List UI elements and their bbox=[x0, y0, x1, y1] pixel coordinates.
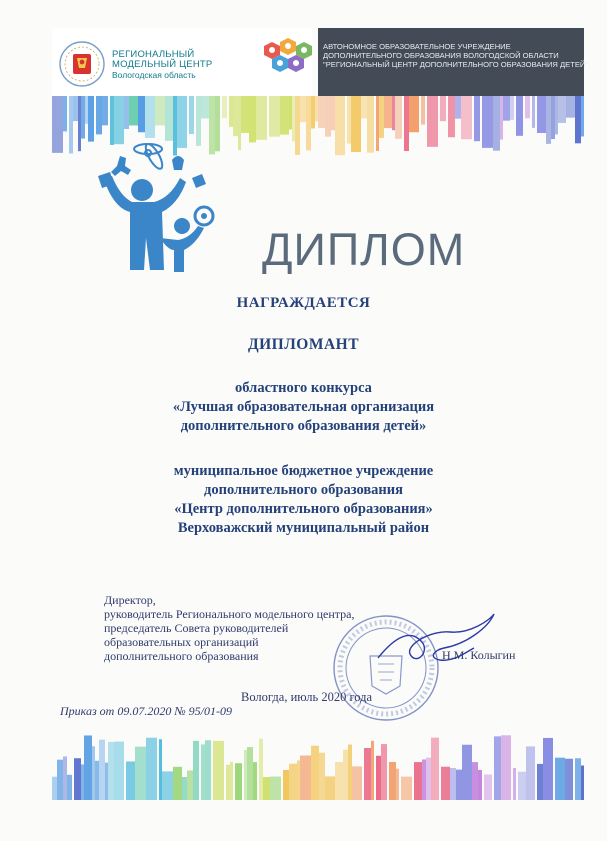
decorative-stripe bbox=[85, 96, 88, 124]
decorative-stripe bbox=[306, 96, 311, 150]
signatory-name: Н.М. Колыгин bbox=[442, 648, 516, 662]
institution-name bbox=[0, 462, 607, 538]
decorative-stripe bbox=[440, 96, 446, 121]
decorative-stripe bbox=[63, 756, 67, 800]
decorative-stripe bbox=[230, 762, 233, 800]
decorative-stripe bbox=[95, 761, 99, 800]
decorative-stripe bbox=[259, 739, 263, 800]
position-line: председатель Совета руководителей bbox=[104, 621, 289, 635]
children-education-logo-icon bbox=[84, 142, 224, 282]
decorative-stripe bbox=[78, 96, 81, 151]
decorative-stripe bbox=[146, 738, 157, 800]
decorative-stripe bbox=[371, 741, 374, 800]
decorative-stripe bbox=[81, 96, 85, 139]
decorative-stripe bbox=[546, 96, 551, 144]
decorative-stripe bbox=[129, 96, 138, 125]
decorative-stripe bbox=[395, 96, 402, 139]
decorative-stripe bbox=[173, 767, 182, 800]
regional-center-emblem-icon bbox=[58, 40, 106, 88]
decorative-stripe bbox=[110, 96, 114, 145]
decorative-stripe bbox=[364, 748, 371, 800]
institution-line: Верховажский муниципальный район bbox=[177, 520, 430, 536]
decorative-stripe bbox=[52, 96, 63, 153]
decorative-stripe bbox=[233, 96, 238, 136]
decorative-stripe bbox=[244, 750, 247, 800]
decorative-stripe bbox=[201, 96, 209, 118]
decorative-stripe bbox=[422, 759, 426, 800]
decorative-stripe bbox=[205, 740, 211, 800]
organization-line3: "РЕГИОНАЛЬНЫЙ ЦЕНТР ДОПОЛНИТЕЛЬНОГО ОБРАЗОВАНИЯ ДЕТЕЙ" bbox=[323, 60, 589, 69]
decorative-stripe bbox=[145, 96, 155, 138]
decorative-stripe bbox=[297, 760, 300, 800]
decorative-stripe bbox=[493, 96, 500, 151]
recipient-type: ДИПЛОМАНТ bbox=[247, 336, 360, 353]
regional-center-line1: РЕГИОНАЛЬНЫЙ bbox=[112, 49, 195, 60]
awarded-label: НАГРАЖДАЕТСЯ bbox=[236, 295, 371, 311]
decorative-stripe bbox=[315, 96, 318, 121]
institution-line: дополнительного образования bbox=[204, 482, 403, 498]
decorative-stripe bbox=[159, 739, 162, 800]
decorative-stripe bbox=[401, 777, 412, 800]
contest-name bbox=[0, 379, 607, 436]
decorative-stripe bbox=[241, 96, 249, 133]
decorative-stripe bbox=[283, 770, 289, 800]
decorative-stripe bbox=[182, 777, 187, 800]
contest-line: «Лучшая образовательная организация bbox=[172, 399, 435, 415]
decorative-stripe bbox=[351, 96, 361, 152]
decorative-stripe bbox=[348, 744, 352, 800]
institution-line: муниципальное бюджетное учреждение bbox=[173, 463, 434, 479]
decorative-stripe bbox=[63, 96, 67, 131]
decorative-stripe bbox=[52, 777, 57, 800]
decorative-stripe bbox=[99, 740, 105, 800]
decorative-stripe bbox=[177, 96, 187, 148]
decorative-stripe bbox=[537, 96, 546, 133]
decorative-stripe bbox=[343, 750, 348, 800]
decorative-stripe bbox=[311, 746, 319, 800]
decorative-stripes-bottom bbox=[52, 735, 584, 800]
decorative-stripe bbox=[325, 776, 335, 800]
decorative-stripe bbox=[96, 96, 102, 134]
decorative-stripe bbox=[448, 96, 455, 137]
decorative-stripe bbox=[376, 96, 379, 151]
decorative-stripe bbox=[92, 746, 95, 800]
decorative-stripe bbox=[581, 765, 584, 800]
decorative-stripe bbox=[566, 96, 575, 118]
decorative-stripe bbox=[389, 762, 396, 800]
decorative-stripe bbox=[551, 96, 555, 139]
decorative-stripe bbox=[575, 96, 581, 143]
decorative-stripe bbox=[409, 96, 419, 132]
decorative-stripe bbox=[74, 758, 81, 800]
decorative-stripe bbox=[462, 745, 472, 800]
decorative-stripe bbox=[193, 741, 199, 800]
education-icons-cluster-icon bbox=[260, 36, 318, 76]
order-reference: Приказ от 09.07.2020 № 95/01-09 bbox=[60, 704, 232, 718]
decorative-stripe bbox=[526, 746, 535, 800]
decorative-stripe bbox=[525, 96, 530, 118]
position-line: образовательных организаций bbox=[104, 635, 259, 649]
decorative-stripe bbox=[280, 96, 289, 135]
header bbox=[52, 28, 589, 96]
decorative-stripe bbox=[376, 756, 381, 800]
decorative-stripe bbox=[431, 738, 439, 800]
contest-line: дополнительного образования детей» bbox=[180, 418, 427, 434]
decorative-stripe bbox=[518, 772, 526, 800]
decorative-stripe bbox=[441, 767, 450, 800]
decorative-stripe bbox=[558, 96, 566, 123]
handwritten-signature bbox=[370, 608, 500, 678]
position-line: дополнительного образования bbox=[104, 649, 259, 663]
decorative-stripe bbox=[226, 765, 230, 800]
decorative-stripe bbox=[88, 96, 94, 142]
decorative-stripe bbox=[325, 96, 331, 137]
decorative-stripe bbox=[367, 96, 374, 153]
decorative-stripe bbox=[238, 96, 241, 150]
decorative-stripe bbox=[575, 758, 581, 800]
diploma-title: ДИПЛОМ bbox=[262, 224, 466, 275]
decorative-stripe bbox=[461, 96, 472, 139]
regional-center-line3: Вологодская область bbox=[112, 70, 196, 80]
decorative-stripe bbox=[295, 96, 300, 155]
decorative-stripe bbox=[249, 96, 256, 142]
decorative-stripe bbox=[187, 770, 193, 800]
institution-line: «Центр дополнительного образования» bbox=[174, 501, 433, 517]
decorative-stripe bbox=[335, 762, 343, 800]
decorative-stripe bbox=[537, 764, 543, 800]
decorative-stripe bbox=[124, 96, 129, 129]
decorative-stripe bbox=[102, 96, 108, 125]
decorative-stripe bbox=[555, 96, 558, 134]
decorative-stripe bbox=[196, 96, 201, 146]
decorative-stripe bbox=[256, 96, 267, 140]
decorative-stripe bbox=[532, 96, 535, 128]
decorative-stripe bbox=[247, 747, 253, 800]
decorative-stripe bbox=[516, 96, 523, 136]
decorative-stripe bbox=[555, 758, 565, 800]
decorative-stripe bbox=[319, 753, 325, 800]
decorative-stripe bbox=[450, 768, 456, 800]
decorative-stripe bbox=[474, 96, 480, 141]
decorative-stripe bbox=[105, 763, 108, 800]
decorative-stripe bbox=[513, 768, 516, 800]
organization-line2: ДОПОЛНИТЕЛЬНОГО ОБРАЗОВАНИЯ ВОЛОГОДСКОЙ ОБЛАСТИ bbox=[323, 51, 559, 60]
decorative-stripe bbox=[414, 762, 422, 800]
decorative-stripe bbox=[482, 96, 493, 148]
decorative-stripe bbox=[229, 96, 233, 127]
decorative-stripe bbox=[472, 762, 478, 800]
decorative-stripe bbox=[379, 96, 384, 138]
decorative-stripe bbox=[456, 770, 462, 800]
decorative-stripe bbox=[165, 96, 173, 141]
decorative-stripe bbox=[114, 742, 124, 800]
decorative-stripe bbox=[581, 96, 584, 136]
decorative-stripe bbox=[318, 96, 325, 128]
decorative-stripe bbox=[503, 96, 510, 121]
regional-center-text bbox=[112, 50, 262, 81]
decorative-stripe bbox=[311, 96, 315, 128]
decorative-stripe bbox=[222, 96, 227, 118]
decorative-stripe bbox=[331, 96, 335, 130]
decorative-stripe bbox=[478, 770, 482, 800]
decorative-stripe bbox=[300, 96, 306, 122]
decorative-stripe bbox=[396, 769, 399, 800]
decorative-stripe bbox=[300, 756, 311, 800]
decorative-stripe bbox=[189, 96, 194, 134]
decorative-stripe bbox=[494, 736, 501, 800]
decorative-stripe bbox=[126, 761, 135, 800]
decorative-stripe bbox=[213, 741, 224, 800]
decorative-stripe bbox=[67, 775, 72, 800]
position-line: руководитель Регионального модельного центра, bbox=[104, 607, 355, 621]
place-and-date: Вологда, июль 2020 года bbox=[241, 690, 373, 704]
decorative-stripe bbox=[235, 763, 242, 800]
regional-center-line2: МОДЕЛЬНЫЙ ЦЕНТР bbox=[112, 59, 213, 70]
organization-line1: АВТОНОМНОЕ ОБРАЗОВАТЕЛЬНОЕ УЧРЕЖДЕНИЕ bbox=[323, 42, 511, 51]
decorative-stripe bbox=[69, 96, 73, 153]
decorative-stripe bbox=[81, 764, 84, 800]
decorative-stripe bbox=[162, 771, 173, 800]
contest-line: областного конкурса bbox=[235, 380, 372, 396]
decorative-stripe bbox=[352, 766, 362, 800]
decorative-stripe bbox=[427, 96, 438, 147]
decorative-stripe bbox=[335, 96, 345, 155]
decorative-stripe bbox=[361, 96, 367, 118]
decorative-stripe bbox=[108, 742, 114, 800]
decorative-stripe bbox=[501, 735, 511, 800]
decorative-stripe bbox=[269, 96, 280, 137]
decorative-stripe bbox=[510, 96, 514, 120]
position-line: Директор, bbox=[104, 593, 156, 607]
decorative-stripe bbox=[135, 747, 146, 800]
decorative-stripe bbox=[381, 744, 387, 800]
decorative-stripe bbox=[114, 96, 124, 144]
organization-banner bbox=[318, 28, 589, 96]
decorative-stripe bbox=[421, 96, 425, 125]
decorative-stripe bbox=[292, 96, 295, 141]
decorative-stripe bbox=[455, 96, 461, 119]
decorative-stripe bbox=[347, 96, 351, 144]
decorative-stripe bbox=[84, 735, 92, 800]
decorative-stripe bbox=[289, 764, 297, 800]
decorative-stripe bbox=[270, 777, 281, 800]
decorative-stripe bbox=[392, 96, 395, 130]
decorative-stripe bbox=[565, 759, 573, 800]
decorative-stripe bbox=[404, 96, 409, 151]
decorative-stripe bbox=[73, 96, 78, 121]
decorative-stripe bbox=[384, 96, 392, 128]
decorative-stripe bbox=[155, 96, 165, 125]
decorative-stripe bbox=[426, 758, 431, 800]
decorative-stripe bbox=[253, 762, 257, 800]
decorative-stripe bbox=[289, 96, 292, 129]
decorative-stripe bbox=[500, 96, 503, 140]
decorative-stripe bbox=[263, 777, 270, 800]
decorative-stripe bbox=[543, 738, 553, 800]
decorative-stripe bbox=[484, 774, 492, 800]
decorative-stripe bbox=[57, 760, 63, 800]
decorative-stripe bbox=[201, 744, 205, 800]
decorative-stripe bbox=[138, 96, 145, 132]
